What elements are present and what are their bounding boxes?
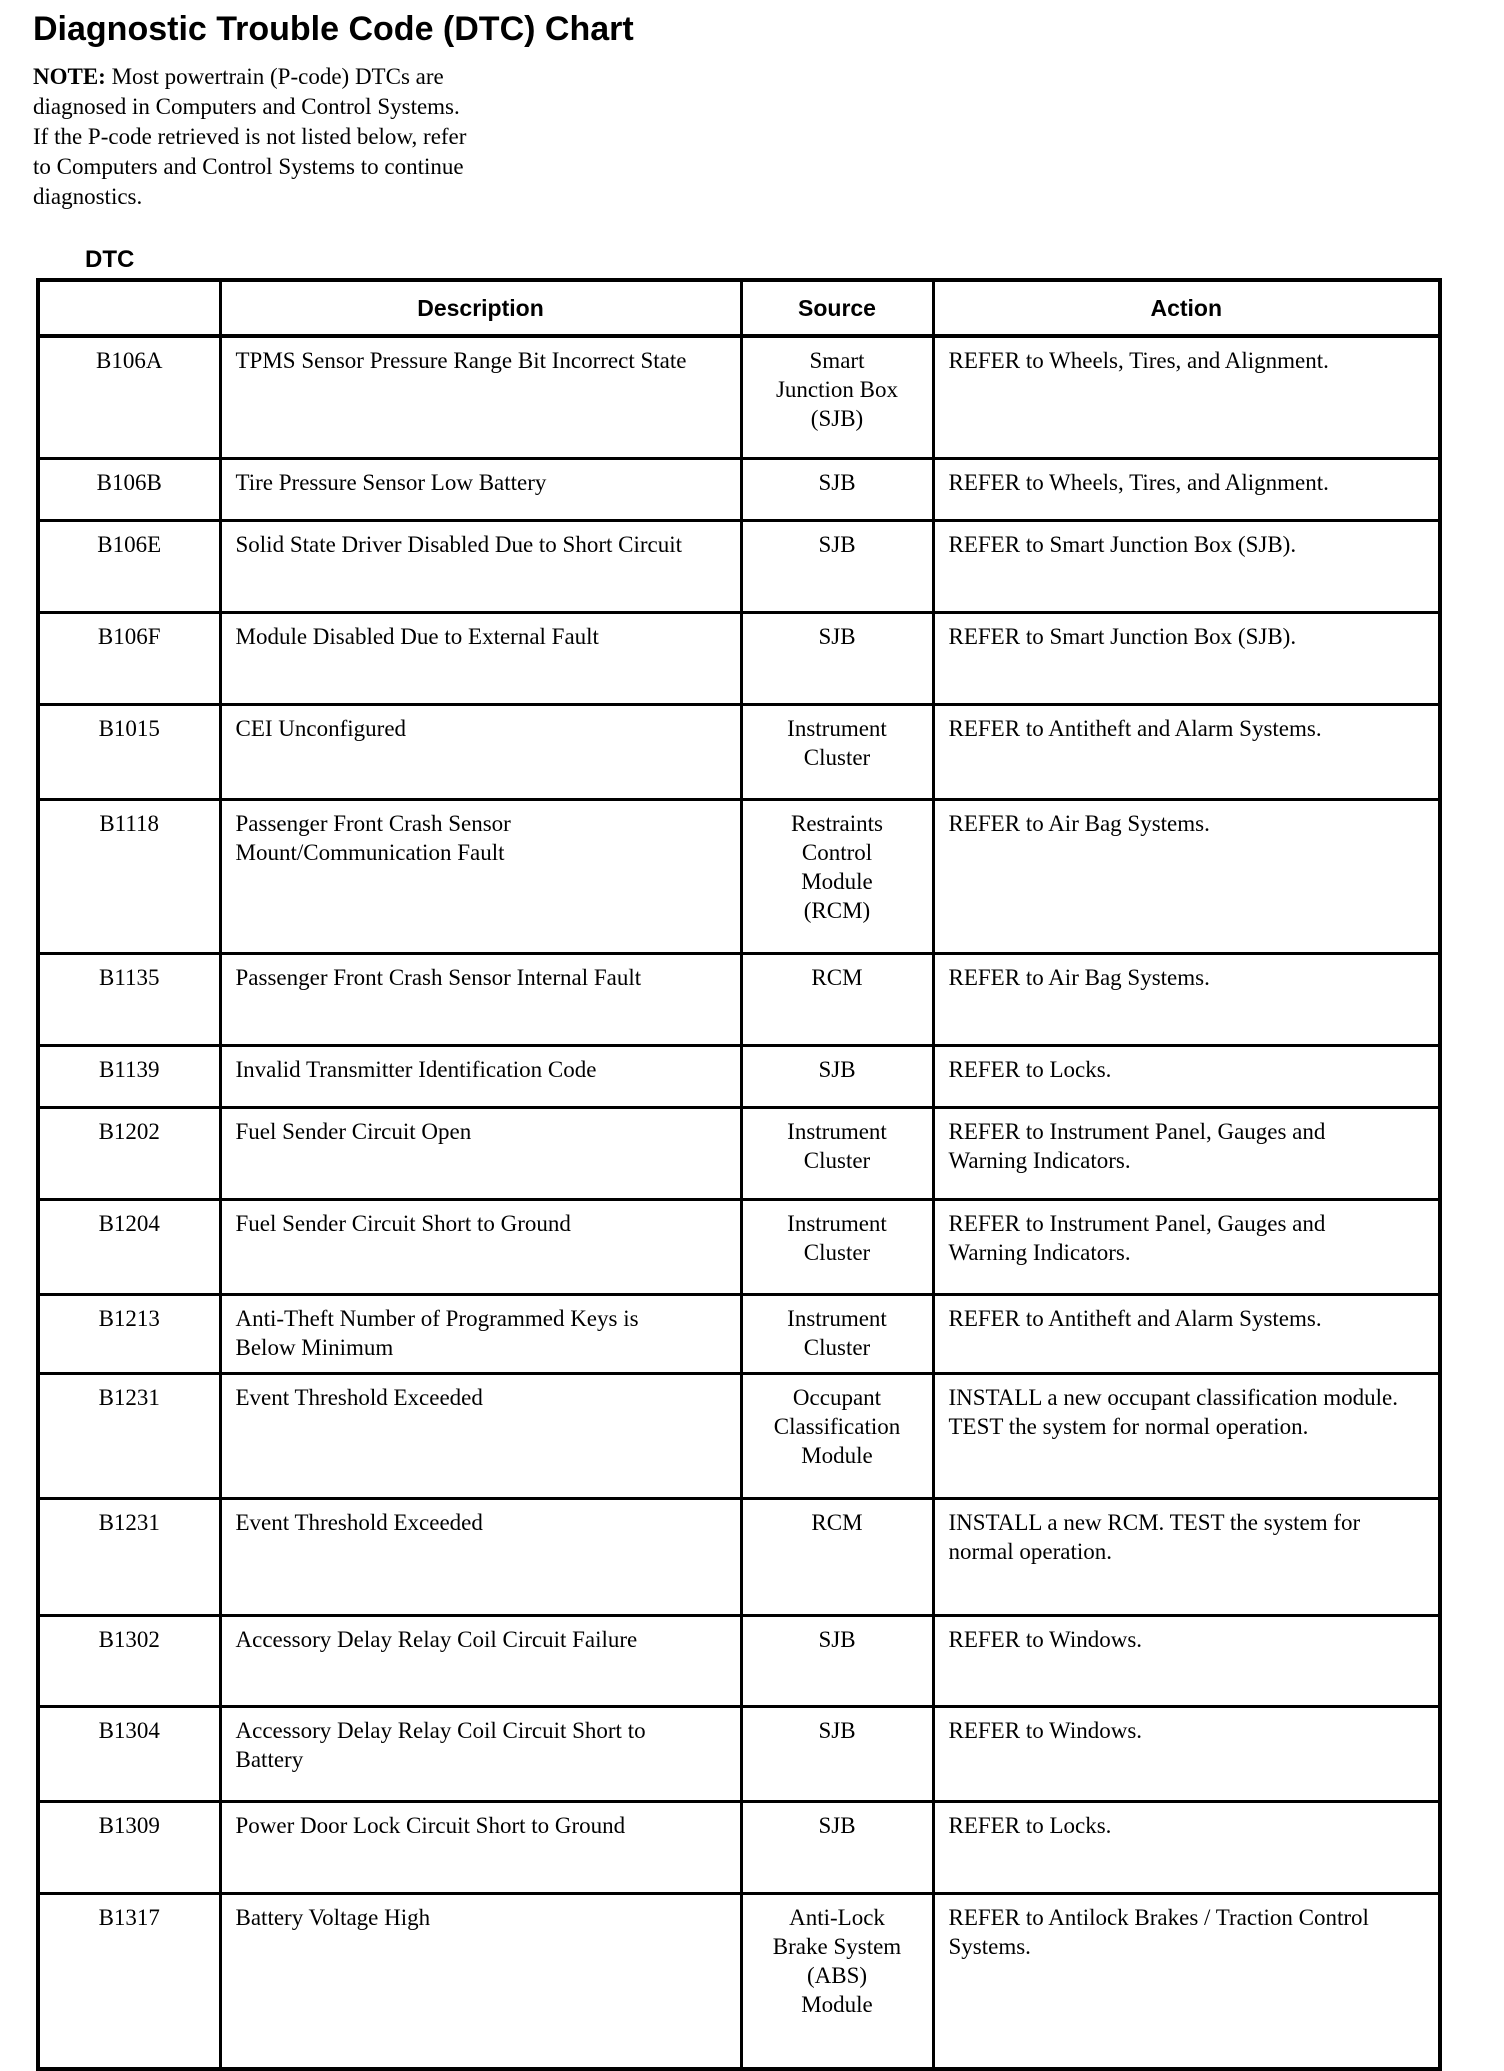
dtc-code-cell: B1118 [38, 800, 220, 954]
description-cell: Accessory Delay Relay Coil Circuit Short to Battery [220, 1707, 741, 1802]
table-row [38, 1108, 1440, 1200]
description-cell: Event Threshold Exceeded [220, 1374, 741, 1499]
header-dtc-blank [38, 280, 220, 336]
dtc-code-cell: B106B [38, 459, 220, 521]
source-cell: SJB [741, 521, 933, 613]
note-line [33, 62, 633, 92]
description-cell: Module Disabled Due to External Fault [220, 613, 741, 705]
action-cell: REFER to Antitheft and Alarm Systems. [933, 1295, 1440, 1374]
note-line: to Computers and Control Systems to continue [33, 154, 464, 179]
table-row [38, 1200, 1440, 1295]
table-caption-dtc: DTC [85, 246, 135, 273]
table-header-row [38, 280, 1440, 336]
description-cell: Battery Voltage High [220, 1894, 741, 2070]
dtc-table [36, 278, 1442, 2071]
description-cell: Fuel Sender Circuit Open [220, 1108, 741, 1200]
description-cell: Event Threshold Exceeded [220, 1499, 741, 1616]
description-cell: CEI Unconfigured [220, 705, 741, 800]
source-cell: Occupant Classification Module [741, 1374, 933, 1499]
dtc-code-cell: B1317 [38, 1894, 220, 2070]
action-cell: REFER to Wheels, Tires, and Alignment. [933, 336, 1440, 459]
table-row [38, 1616, 1440, 1707]
table-row [38, 1802, 1440, 1894]
header-action: Action [933, 280, 1440, 336]
document-page [0, 10, 1504, 2017]
table-row [38, 705, 1440, 800]
action-cell: REFER to Smart Junction Box (SJB). [933, 521, 1440, 613]
action-cell: REFER to Antilock Brakes / Traction Control Systems. [933, 1894, 1440, 2070]
description-cell: Passenger Front Crash Sensor Internal Fault [220, 954, 741, 1046]
source-cell: SJB [741, 1616, 933, 1707]
source-cell: Smart Junction Box (SJB) [741, 336, 933, 459]
description-cell: Anti-Theft Number of Programmed Keys is Below Minimum [220, 1295, 741, 1374]
action-cell: INSTALL a new occupant classification module. TEST the system for normal operation. [933, 1374, 1440, 1499]
description-cell: Fuel Sender Circuit Short to Ground [220, 1200, 741, 1295]
action-cell: REFER to Antitheft and Alarm Systems. [933, 705, 1440, 800]
table-row [38, 1707, 1440, 1802]
dtc-code-cell: B106A [38, 336, 220, 459]
table-row [38, 954, 1440, 1046]
action-cell: REFER to Instrument Panel, Gauges and Warning Indicators. [933, 1200, 1440, 1295]
action-cell: REFER to Wheels, Tires, and Alignment. [933, 459, 1440, 521]
source-cell: Instrument Cluster [741, 1108, 933, 1200]
description-cell: Passenger Front Crash Sensor Mount/Communication Fault [220, 800, 741, 954]
dtc-code-cell: B1231 [38, 1374, 220, 1499]
action-cell: REFER to Air Bag Systems. [933, 800, 1440, 954]
table-row [38, 336, 1440, 459]
dtc-code-cell: B1015 [38, 705, 220, 800]
action-cell: REFER to Air Bag Systems. [933, 954, 1440, 1046]
dtc-code-cell: B106F [38, 613, 220, 705]
table-row [38, 521, 1440, 613]
dtc-code-cell: B106E [38, 521, 220, 613]
description-cell: Power Door Lock Circuit Short to Ground [220, 1802, 741, 1894]
description-cell: Accessory Delay Relay Coil Circuit Failure [220, 1616, 741, 1707]
dtc-code-cell: B1135 [38, 954, 220, 1046]
table-row [38, 1046, 1440, 1108]
note-line: diagnostics. [33, 184, 143, 209]
source-cell: Anti-Lock Brake System (ABS) Module [741, 1894, 933, 2070]
header-source: Source [741, 280, 933, 336]
note-line: If the P-code retrieved is not listed below, refer [33, 124, 467, 149]
note-label: NOTE: [33, 64, 106, 89]
source-cell: RCM [741, 1499, 933, 1616]
table-row [38, 613, 1440, 705]
dtc-code-cell: B1202 [38, 1108, 220, 1200]
action-cell: REFER to Locks. [933, 1802, 1440, 1894]
dtc-code-cell: B1302 [38, 1616, 220, 1707]
source-cell: RCM [741, 954, 933, 1046]
description-cell: Invalid Transmitter Identification Code [220, 1046, 741, 1108]
source-cell: SJB [741, 1802, 933, 1894]
action-cell: REFER to Instrument Panel, Gauges and Warning Indicators. [933, 1108, 1440, 1200]
table-row [38, 1499, 1440, 1616]
source-cell: Restraints Control Module (RCM) [741, 800, 933, 954]
dtc-table-body [38, 336, 1440, 2069]
note-line: diagnosed in Computers and Control Systems. [33, 94, 460, 119]
action-cell: REFER to Windows. [933, 1707, 1440, 1802]
table-row [38, 1374, 1440, 1499]
source-cell: SJB [741, 459, 933, 521]
table-row [38, 459, 1440, 521]
header-description: Description [220, 280, 741, 336]
source-cell: Instrument Cluster [741, 705, 933, 800]
action-cell: REFER to Smart Junction Box (SJB). [933, 613, 1440, 705]
table-row [38, 800, 1440, 954]
description-cell: Tire Pressure Sensor Low Battery [220, 459, 741, 521]
page-title: Diagnostic Trouble Code (DTC) Chart [33, 10, 634, 48]
dtc-code-cell: B1304 [38, 1707, 220, 1802]
table-row [38, 1295, 1440, 1374]
source-cell: Instrument Cluster [741, 1200, 933, 1295]
source-cell: Instrument Cluster [741, 1295, 933, 1374]
note-paragraph [33, 62, 633, 212]
description-cell: TPMS Sensor Pressure Range Bit Incorrect State [220, 336, 741, 459]
dtc-code-cell: B1204 [38, 1200, 220, 1295]
note-text: Most powertrain (P-code) DTCs are [111, 64, 444, 89]
dtc-code-cell: B1139 [38, 1046, 220, 1108]
action-cell: REFER to Windows. [933, 1616, 1440, 1707]
table-row [38, 1894, 1440, 2070]
dtc-code-cell: B1309 [38, 1802, 220, 1894]
source-cell: SJB [741, 613, 933, 705]
source-cell: SJB [741, 1046, 933, 1108]
action-cell: INSTALL a new RCM. TEST the system for normal operation. [933, 1499, 1440, 1616]
description-cell: Solid State Driver Disabled Due to Short Circuit [220, 521, 741, 613]
source-cell: SJB [741, 1707, 933, 1802]
dtc-code-cell: B1231 [38, 1499, 220, 1616]
action-cell: REFER to Locks. [933, 1046, 1440, 1108]
dtc-code-cell: B1213 [38, 1295, 220, 1374]
